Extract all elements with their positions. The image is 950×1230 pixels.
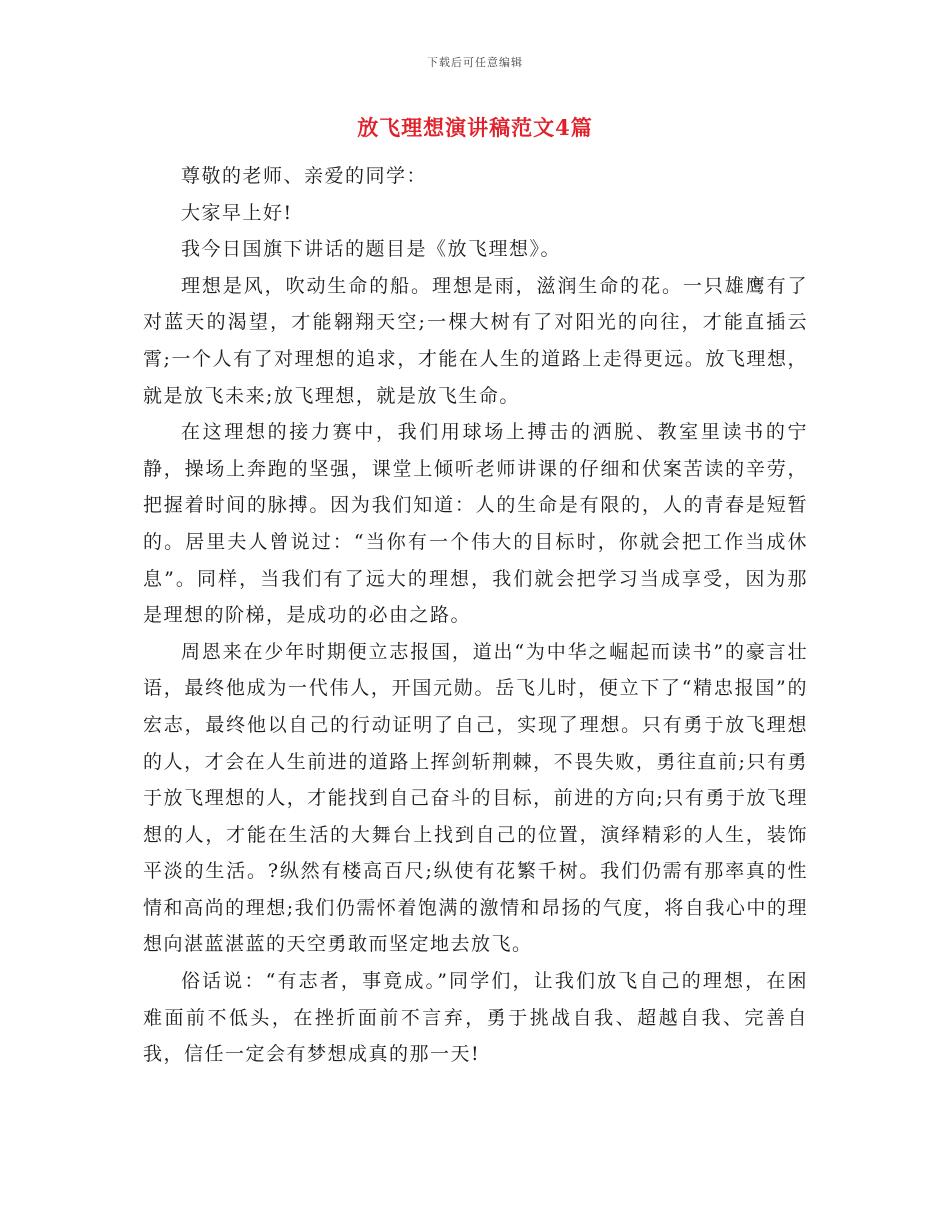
paragraph-salutation: 尊敬的老师、亲爱的同学： — [181, 165, 428, 187]
paragraph-greeting: 大家早上好! — [181, 201, 293, 224]
paragraph-body: 周恩来在少年时期便立志报国，道出“为中华之崛起而读书”的豪言壮语，最终他成为一代伟人，开国元勋。岳飞儿时，便立下了“精忠报国”的宏志，最终他以自己的行动证明了自己，实现了理想。只有勇于放飞理想的人，才会在人生前进的道路上挥剑斩荆棘，不畏失败，勇往直前;只有勇于放飞理想的人，才能找到自己奋斗的目标，前进的方向;只有勇于放飞理想的人，才能在生活的大舞台上找到自己的位置，演绎精彩的人生，装饰平淡的生活。?纵然有楼高百尺;纵使有花繁千树。我们仍需有那率真的性情和高尚的理想;我们仍需怀着饱满的激情和昂扬的气度，将自我心中的理想向湛蓝湛蓝的天空勇敢而坚定地去放飞。 — [143, 640, 808, 956]
paragraph-body: 在这理想的接力赛中，我们用球场上搏击的洒脱、教室里读书的宁静，操场上奔跑的坚强，课堂上倾听老师讲课的仔细和伏案苦读的辛劳，把握着时间的脉搏。因为我们知道：人的生命是有限的，人的青春是短暂的。居里夫人曾说过：“当你有一个伟大的目标时，你就会把工作当成休息”。同样，当我们有了远大的理想，我们就会把学习当成享受，因为那是理想的阶梯，是成功的必由之路。 — [143, 421, 808, 627]
paragraph-closing: 俗话说：“有志者，事竟成。”同学们，让我们放飞自己的理想，在困难面前不低头，在挫折面前不言弃，勇于挑战自我、超越自我、完善自我，信任一定会有梦想成真的那一天! — [143, 970, 808, 1066]
header-note: 下载后可任意编辑 — [427, 56, 523, 69]
document-title: 放飞理想演讲稿范文4篇 — [357, 115, 593, 140]
document-body — [143, 158, 808, 1073]
paragraph-body: 理想是风，吹动生命的船。理想是雨，滋润生命的花。一只雄鹰有了对蓝天的渴望，才能翱翔天空;一棵大树有了对阳光的向往，才能直插云霄;一个人有了对理想的追求，才能在人生的道路上走得更远。放飞理想，就是放飞未来;放飞理想，就是放飞生命。 — [143, 274, 808, 407]
paragraph-topic: 我今日国旗下讲话的题目是《放飞理想》。 — [181, 238, 562, 261]
